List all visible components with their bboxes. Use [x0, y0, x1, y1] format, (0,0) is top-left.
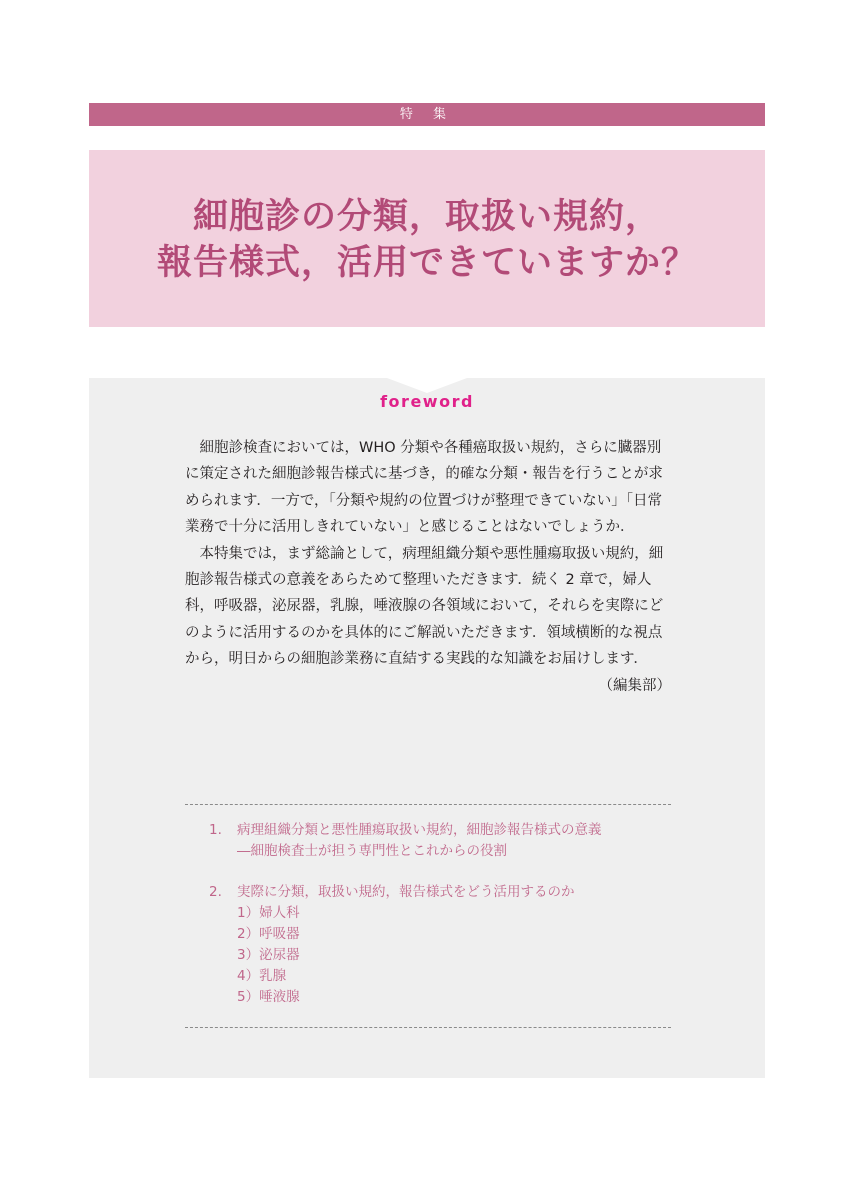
section-tag: 特 集	[89, 103, 765, 126]
toc-sublist	[209, 903, 669, 1008]
toc-item	[209, 820, 669, 862]
toc-divider-bottom	[185, 1027, 671, 1028]
toc-title: 病理組織分類と悪性腫瘍取扱い規約，細胞診報告様式の意義	[237, 822, 602, 838]
toc-divider-top	[185, 804, 671, 805]
toc-title: 実際に分類，取扱い規約，報告様式をどう活用するのか	[237, 884, 575, 900]
table-of-contents	[209, 820, 669, 1028]
feature-title	[89, 194, 765, 286]
panel-notch	[387, 378, 467, 393]
toc-subitem: 2）呼吸器	[237, 926, 300, 942]
title-banner	[89, 150, 765, 327]
toc-item	[209, 882, 669, 1008]
toc-subtitle: ―細胞検査士が担う専門性とこれからの役割	[237, 843, 507, 859]
toc-subitem: 4）乳腺	[237, 968, 287, 984]
editorial-signature: （編集部）	[598, 677, 671, 694]
toc-subitem: 1）婦人科	[237, 905, 300, 921]
foreword-panel	[89, 378, 765, 1078]
toc-number: 2.	[209, 884, 222, 900]
toc-number: 1.	[209, 822, 222, 838]
toc-subitem: 3）泌尿器	[237, 947, 300, 963]
foreword-paragraph: 細胞診検査においては，WHO 分類や各種癌取扱い規約，さらに臓器別に策定された細胞診報告様式に基づき，的確な分類・報告を行うことが求められます．一方で，「分類や規約の位置づけが整理できていない」「日常業務で十分に活用しきれていない」と感じることはないでしょうか．	[185, 440, 663, 536]
title-line-1: 細胞診の分類，取扱い規約，	[192, 197, 661, 237]
foreword-body	[185, 435, 671, 699]
foreword-paragraph: 本特集では，まず総論として，病理組織分類や悪性腫瘍取扱い規約，細胞診報告様式の意義をあらためて整理いただきます．続く 2 章で，婦人科，呼吸器，泌尿器，乳腺，唾液腺の各領域において，それらを実際にどのように活用するのかを具体的にご解説いただきます．領域横断的な視点から，明日からの細胞診業務に直結する実践的な知識をお届けします．	[185, 545, 664, 668]
title-line-2: 報告様式，活用できていますか？	[156, 243, 697, 283]
toc-subitem: 5）唾液腺	[237, 989, 300, 1005]
foreword-heading: foreword	[380, 392, 474, 411]
